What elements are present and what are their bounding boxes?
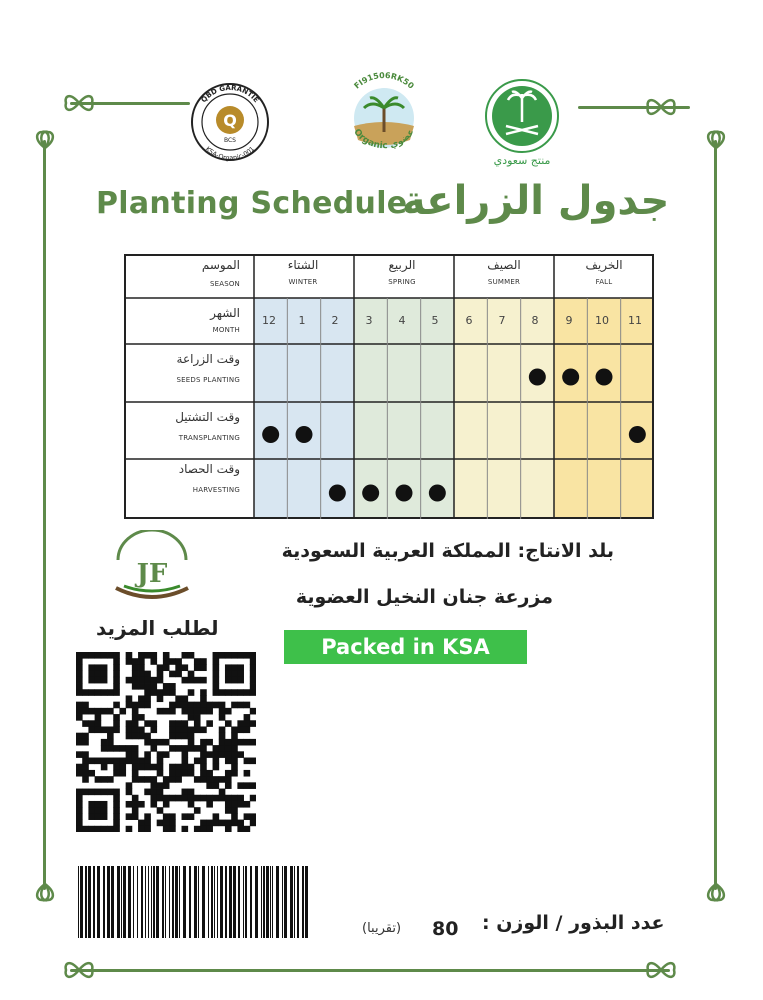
svg-text:JF: JF <box>136 559 168 589</box>
schedule-dot <box>629 426 646 443</box>
more-info-label: لطلب المزيد <box>96 616 219 640</box>
svg-text:Q: Q <box>223 111 237 130</box>
month-10: 10 <box>595 314 609 327</box>
schedule-dot <box>529 369 546 386</box>
leaf-icon <box>62 955 96 985</box>
leaf-icon <box>30 870 60 904</box>
month-12: 12 <box>262 314 276 327</box>
saudi-product-logo <box>480 78 564 168</box>
harvesting-label: وقت الحصاد HARVESTING <box>178 462 240 494</box>
schedule-dot <box>296 426 313 443</box>
farm-name: مزرعة جنان النخيل العضوية <box>295 586 553 608</box>
month-5: 5 <box>431 314 439 327</box>
leaf-icon <box>644 92 678 122</box>
month-11: 11 <box>628 314 642 327</box>
schedule-dot <box>562 369 579 386</box>
barcode <box>78 866 308 938</box>
right-vine <box>714 140 717 890</box>
month-4: 4 <box>398 314 406 327</box>
production-country: بلد الانتاج: المملكة العربية السعودية <box>281 540 614 562</box>
month-3: 3 <box>365 314 373 327</box>
month-8: 8 <box>531 314 539 327</box>
qr-code[interactable] <box>76 652 256 832</box>
farm-logo <box>104 530 200 606</box>
month-6: 6 <box>465 314 473 327</box>
transplanting-label: وقت التشتيل TRANSPLANTING <box>175 410 240 442</box>
svg-text:KSA-Organic-001: KSA-Organic-001 <box>203 144 257 163</box>
leaf-icon <box>30 128 60 162</box>
title-english: Planting Schedule <box>96 186 408 221</box>
seeds-weight-label: عدد البذور / الوزن : <box>482 912 665 934</box>
svg-text:Organic عضوي: Organic عضوي <box>351 127 417 152</box>
season-spring: الربيع SPRING <box>388 258 416 286</box>
title-arabic: جدول الزراعة <box>402 178 670 224</box>
svg-text:FI91506RK50: FI91506RK50 <box>352 70 416 91</box>
seeds-weight-value: 80 <box>432 918 459 940</box>
season-summer: الصيف SUMMER <box>487 258 521 286</box>
svg-text:QBD GARANTIE: QBD GARANTIE <box>199 83 261 105</box>
planting-schedule-table <box>124 254 654 519</box>
bottom-vine <box>70 969 670 972</box>
schedule-dot <box>362 485 379 502</box>
qbcs-certification-logo <box>188 80 272 164</box>
season-fall: الخريف FALL <box>585 258 623 286</box>
organic-logo <box>336 68 432 168</box>
schedule-dot <box>396 485 413 502</box>
month-7: 7 <box>498 314 506 327</box>
month-2: 2 <box>331 314 339 327</box>
svg-text:BCS: BCS <box>223 137 237 144</box>
leaf-icon <box>701 128 731 162</box>
svg-text:منتج سعودي: منتج سعودي <box>493 154 551 167</box>
month-1: 1 <box>298 314 306 327</box>
month-9: 9 <box>565 314 573 327</box>
season-header-label: الموسم SEASON <box>201 258 240 288</box>
leaf-icon <box>644 955 678 985</box>
schedule-dot <box>329 485 346 502</box>
left-vine <box>43 140 46 890</box>
season-winter: الشتاء WINTER <box>287 258 319 286</box>
seeds-planting-label: وقت الزراعة SEEDS PLANTING <box>176 352 240 384</box>
month-header-label: الشهر MONTH <box>210 306 240 334</box>
schedule-dot <box>429 485 446 502</box>
leaf-icon <box>701 870 731 904</box>
schedule-dot <box>596 369 613 386</box>
leaf-icon <box>62 88 96 118</box>
seeds-approx-note: (تقريبا) <box>362 921 402 936</box>
packed-in-ksa-badge: Packed in KSA <box>284 630 527 664</box>
schedule-dot <box>262 426 279 443</box>
